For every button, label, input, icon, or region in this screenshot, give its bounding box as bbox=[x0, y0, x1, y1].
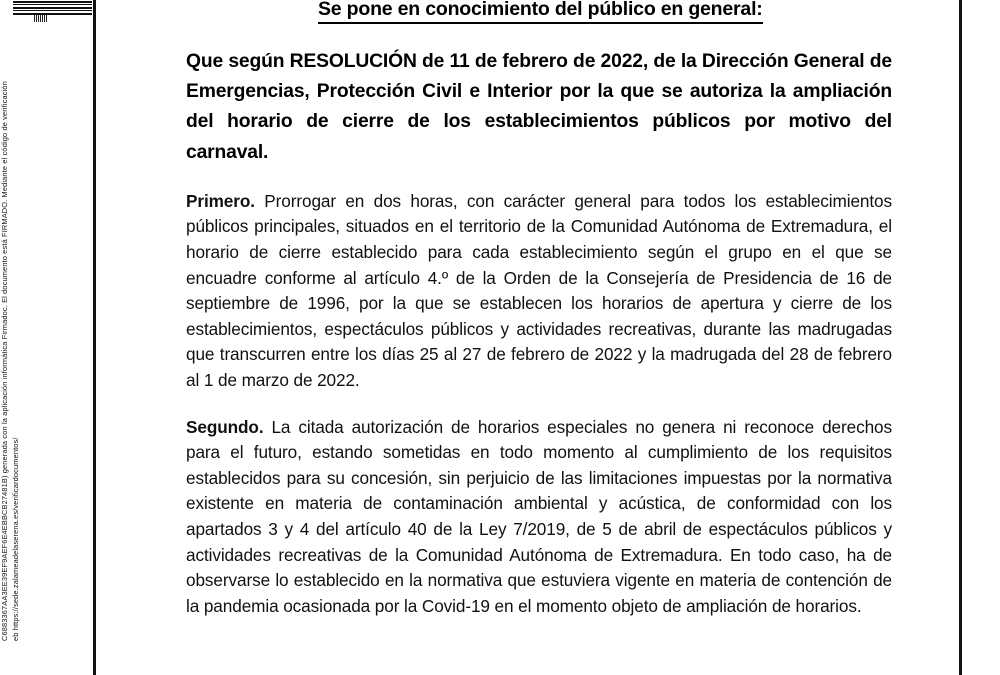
lead-paragraph: Que según RESOLUCIÓN de 11 de febrero de 2022, de la Dirección General de Emergencias, Protección Civil e Interior por la que se autoriza la ampliación del horario de cierre de los establecimientos públicos por motivo del carnaval. bbox=[186, 51, 892, 163]
left-border-rule bbox=[93, 0, 96, 675]
section-label-primero: Primero bbox=[186, 190, 251, 211]
page-title: Se pone en conocimiento del público en general: bbox=[318, 0, 763, 24]
section-paragraph-primero bbox=[186, 168, 892, 394]
verification-margin bbox=[0, 0, 93, 675]
verification-code-line-1: C6883367AA3EE39EF9AEF6E4EBBCB27481B) generada con la aplicación informática Firmadoc. El documento está FIRMADO. Mediante el código de verificación bbox=[0, 81, 9, 641]
right-border-rule bbox=[959, 0, 962, 675]
verification-url-line: eb https://sede.zalameadelaserena.es/verificardocumentos/ bbox=[10, 437, 20, 641]
document-body bbox=[186, 0, 892, 619]
section-text-primero: Prorrogar en dos horas, con carácter general para todos los establecimientos públicos principales, situados en el territorio de la Comunidad Autónoma de Extremadura, el horario de cierre establecido para cada establecimiento según el grupo en el que se encuadre conforme al artículo 4.º de la Orden de la Consejería de Presidencia de 16 de septiembre de 1996, por la que se establecen los horarios de apertura y cierre de los establecimientos, espectáculos públicos y actividades recreativas, durante las madrugadas que transcurren entre los días 25 al 27 de febrero de 2022 y la madrugada del 28 de febrero al 1 de marzo de 2022. bbox=[186, 190, 892, 390]
verification-code-text bbox=[0, 0, 46, 675]
section-text-segundo: La citada autorización de horarios especiales no genera ni reconoce derechos para el futuro, estando sometidas en todo momento al cumplimiento de los requisitos establecidos para su concesión, sin perjuicio de las limitaciones impuestas por la normativa existente en materia de contaminación ambiental y acústica, de conformidad con los apartados 3 y 4 del artículo 40 de la Ley 7/2019, de 5 de abril de espectáculos públicos y actividades recreativas de la Comunidad Autónoma de Extremadura. En todo caso, ha de observarse lo establecido en la normativa que estuviera vigente en materia de contención de la pandemia ocasionada por la Covid-19 en el momento objeto de ampliación de horarios. bbox=[186, 416, 892, 616]
section-paragraph-segundo bbox=[186, 394, 892, 620]
section-label-segundo: Segundo bbox=[186, 416, 259, 437]
section-separator-primero: . bbox=[250, 190, 255, 211]
section-separator-segundo: . bbox=[258, 416, 264, 437]
